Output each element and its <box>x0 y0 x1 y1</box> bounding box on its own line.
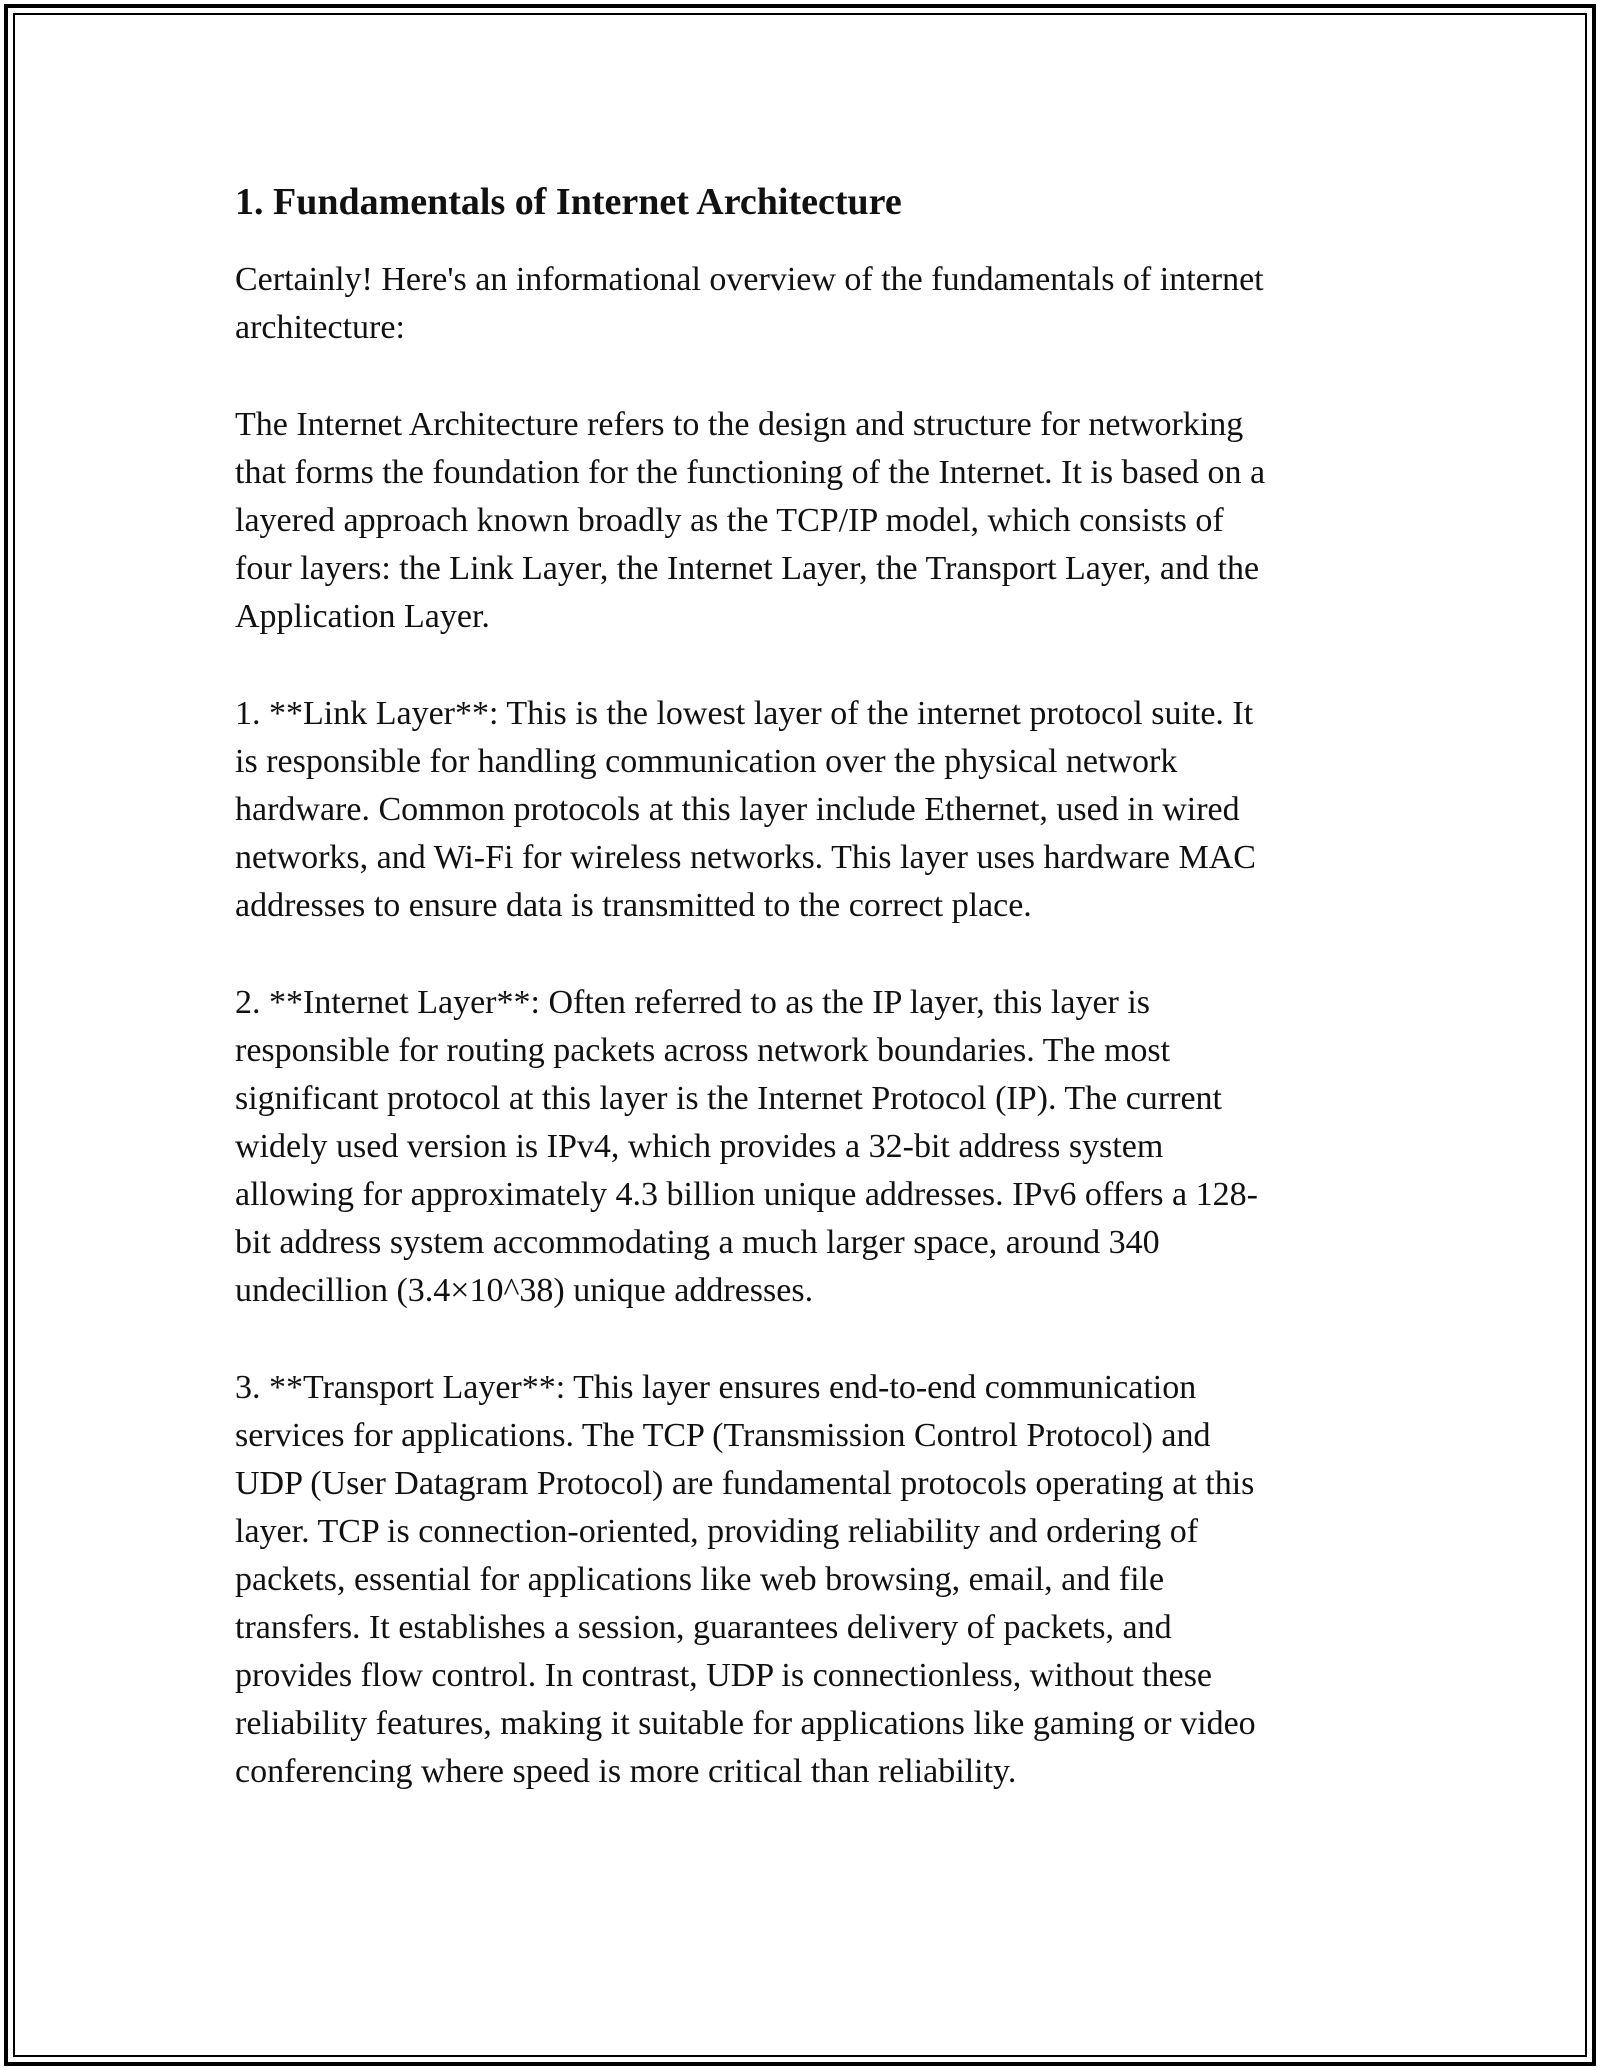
intro-paragraph: Certainly! Here's an informational overview of the fundamentals of internet architecture: <box>235 260 1264 346</box>
document-body <box>235 180 1365 1845</box>
internet-layer-paragraph: 2. **Internet Layer**: Often referred to as the IP layer, this layer is responsible for routing packets across network boundaries. The most significant protocol at this layer is the Internet Protocol (IP). The current widely used version is IPv4, which provides a 32-bit address system allowing for approximately 4.3 billion unique addresses. IPv6 offers a 128- bit address system accommodating a much larger space, around 340 undecillion (3.4×10^38) unique addresses. <box>235 983 1258 1309</box>
overview-paragraph: The Internet Architecture refers to the design and structure for networking that forms the foundation for the functioning of the Internet. It is based on a layered approach known broadly as the TCP/IP model, which consists of four layers: the Link Layer, the Internet Layer, the Transport Layer, and the Application Layer. <box>235 405 1266 635</box>
link-layer-paragraph: 1. **Link Layer**: This is the lowest layer of the internet protocol suite. It is responsible for handling communication over the physical network hardware. Common protocols at this layer include Ethernet, used in wired networks, and Wi-Fi for wireless networks. This layer uses hardware MAC addresses to ensure data is transmitted to the correct place. <box>235 694 1256 924</box>
transport-layer-paragraph: 3. **Transport Layer**: This layer ensures end-to-end communication services for applications. The TCP (Transmission Control Protocol) and UDP (User Datagram Protocol) are fundamental protocols operating at this layer. TCP is connection-oriented, providing reliability and ordering of packets, essential for applications like web browsing, email, and file transfers. It establishes a session, guarantees delivery of packets, and provides flow control. In contrast, UDP is connectionless, without these reliability features, making it suitable for applications like gaming or video conferencing where speed is more critical than reliability. <box>235 1368 1256 1790</box>
document-title: 1. Fundamentals of Internet Architecture <box>235 181 902 223</box>
